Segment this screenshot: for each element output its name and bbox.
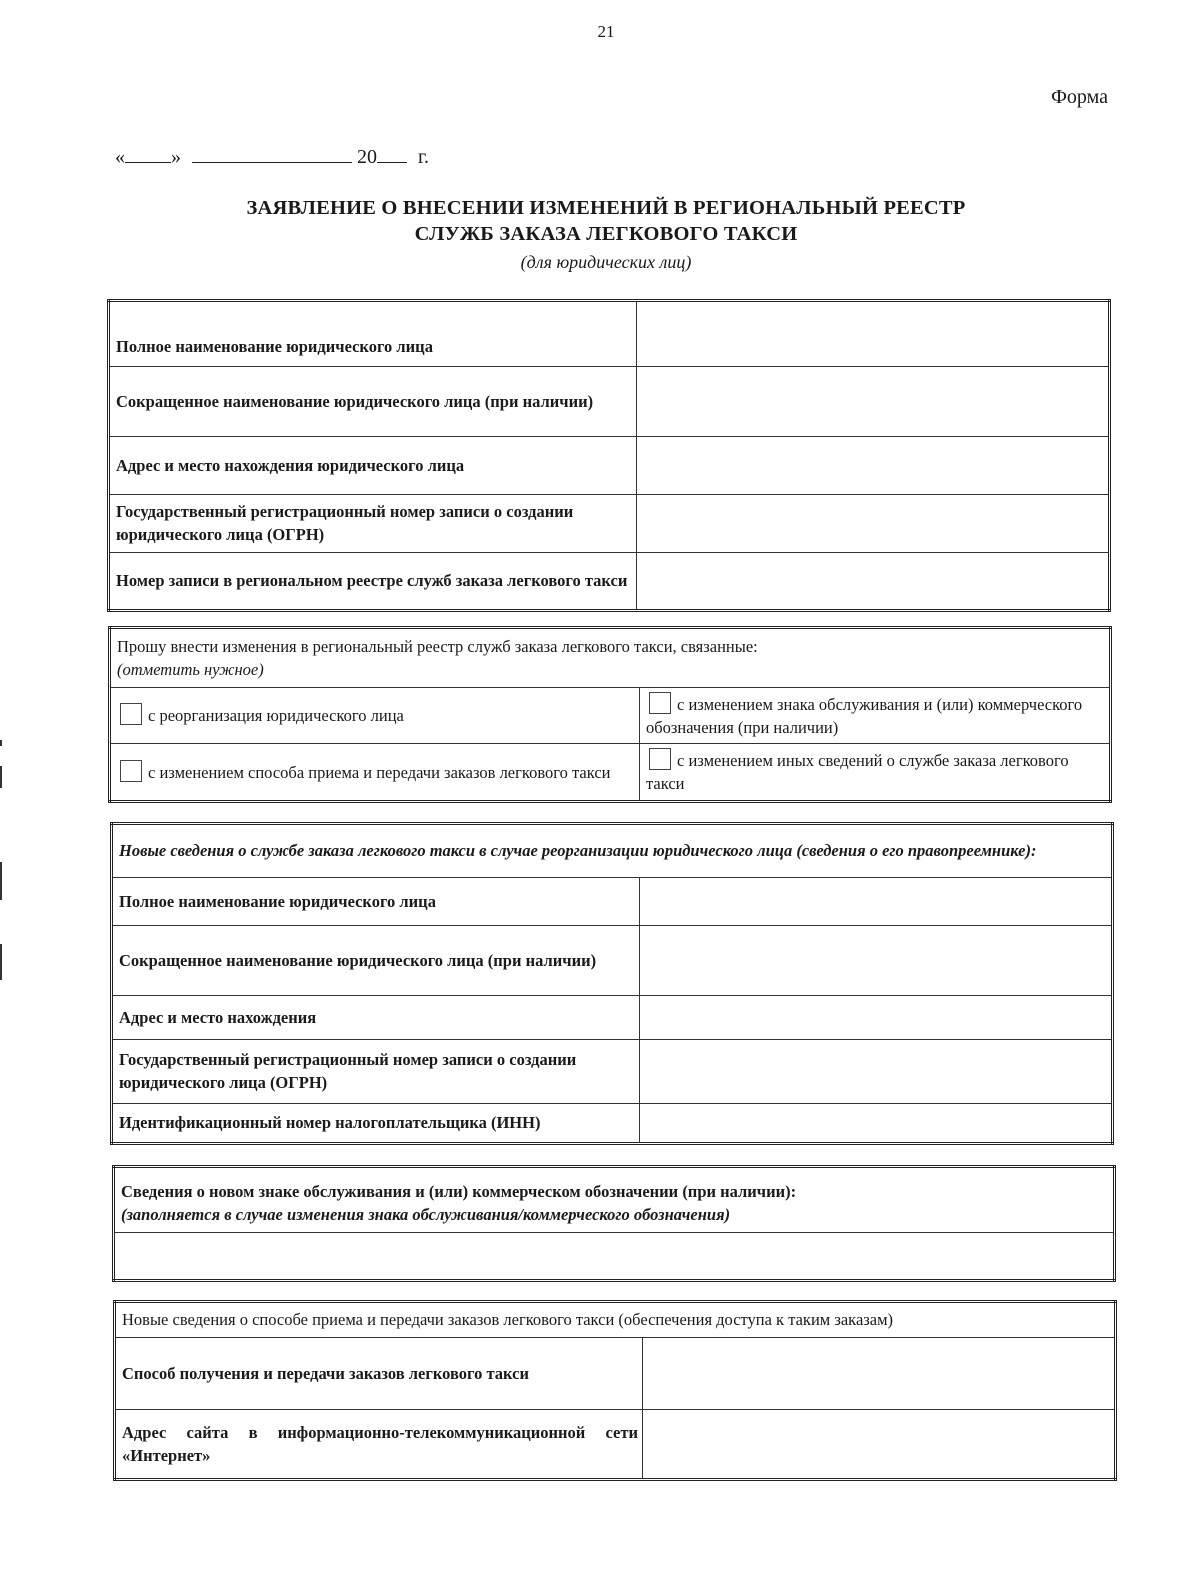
service-mark-table: [112, 1165, 1116, 1282]
successor-label: Полное наименование юридического лица: [112, 878, 640, 926]
checkbox[interactable]: [649, 748, 671, 770]
date-close-quote: »: [171, 146, 181, 168]
current-info-value[interactable]: [637, 367, 1110, 437]
successor-label: Сокращенное наименование юридического лица (при наличии): [112, 926, 640, 996]
checkbox[interactable]: [649, 692, 671, 714]
option-order-method[interactable]: [110, 744, 640, 802]
option-label: с изменением способа приема и передачи заказов легкового такси: [148, 762, 611, 782]
current-info-table: [107, 299, 1111, 612]
option-label: с реорганизация юридического лица: [148, 706, 404, 725]
service-mark-header-cell: [114, 1167, 1115, 1233]
service-mark-header: Сведения о новом знаке обслуживания и (или) коммерческом обозначении (при наличии):: [121, 1182, 797, 1201]
table-row: [110, 688, 1111, 744]
service-mark-note: (заполняется в случае изменения знака обслуживания/коммерческого обозначения): [121, 1205, 731, 1224]
checkbox[interactable]: [120, 703, 142, 725]
table-row: [109, 553, 1110, 611]
page-number: 21: [597, 22, 615, 41]
option-other-info[interactable]: [640, 744, 1111, 802]
current-info-value[interactable]: [637, 495, 1110, 553]
successor-table: [110, 822, 1114, 1145]
order-method-label: Адрес сайта в информационно-телекоммуникационной сети «Интернет»: [115, 1410, 643, 1480]
form-label: Форма: [1051, 86, 1108, 108]
service-mark-value[interactable]: [114, 1233, 1115, 1281]
successor-value[interactable]: [640, 878, 1113, 926]
scan-edge-mark: [0, 944, 2, 980]
table-row: [112, 824, 1113, 878]
current-info-value[interactable]: [637, 553, 1110, 611]
scan-edge-mark: [0, 766, 2, 788]
title-line-2: СЛУЖБ ЗАКАЗА ЛЕГКОВОГО ТАКСИ: [414, 223, 798, 245]
date-line: [115, 146, 429, 169]
current-info-value[interactable]: [637, 437, 1110, 495]
current-info-label: Номер записи в региональном реестре служб заказа легкового такси: [109, 553, 637, 611]
option-reorganization[interactable]: [110, 688, 640, 744]
current-info-value[interactable]: [637, 301, 1110, 367]
order-method-value[interactable]: [643, 1338, 1116, 1410]
year-suffix: г.: [418, 146, 429, 168]
successor-value[interactable]: [640, 996, 1113, 1040]
table-row: [109, 301, 1110, 367]
changes-header: Прошу внести изменения в региональный реестр служб заказа легкового такси, связанные:: [117, 636, 758, 656]
year-prefix: 20: [357, 146, 377, 168]
day-field[interactable]: [125, 146, 171, 163]
current-info-label: Государственный регистрационный номер записи о создании юридического лица (ОГРН): [109, 495, 637, 553]
table-row: [112, 878, 1113, 926]
table-row: [109, 495, 1110, 553]
scan-edge-mark: [0, 740, 2, 746]
year-field[interactable]: [377, 146, 407, 163]
table-row: [109, 437, 1110, 495]
scan-edge-mark: [0, 862, 2, 900]
successor-value[interactable]: [640, 1104, 1113, 1144]
changes-table: [108, 626, 1112, 803]
table-row: [115, 1410, 1116, 1480]
order-method-table: [113, 1300, 1117, 1481]
table-row: [115, 1302, 1116, 1338]
successor-value[interactable]: [640, 926, 1113, 996]
option-service-mark[interactable]: [640, 688, 1111, 744]
month-field[interactable]: [192, 146, 352, 163]
table-row: [112, 1104, 1113, 1144]
table-row: [112, 1040, 1113, 1104]
order-method-value[interactable]: [643, 1410, 1116, 1480]
table-row: [109, 367, 1110, 437]
order-method-label: Способ получения и передачи заказов легкового такси: [115, 1338, 643, 1410]
document-subtitle: (для юридических лиц): [520, 252, 692, 272]
table-row: [112, 996, 1113, 1040]
table-row: [112, 926, 1113, 996]
document-title: [0, 195, 1200, 247]
successor-header: Новые сведения о службе заказа легкового такси в случае реорганизации юридического лица (сведения о его правопреемнике):: [112, 824, 1113, 878]
table-row: [110, 628, 1111, 688]
table-row: [115, 1338, 1116, 1410]
table-row: [110, 744, 1111, 802]
changes-header-cell: [110, 628, 1111, 688]
date-open-quote: «: [115, 146, 125, 168]
current-info-label: Полное наименование юридического лица: [109, 301, 637, 367]
order-method-header: Новые сведения о способе приема и передачи заказов легкового такси (обеспечения доступа к таким заказам): [115, 1302, 1116, 1338]
table-row: [114, 1233, 1115, 1281]
current-info-label: Сокращенное наименование юридического лица (при наличии): [109, 367, 637, 437]
successor-value[interactable]: [640, 1040, 1113, 1104]
title-line-1: ЗАЯВЛЕНИЕ О ВНЕСЕНИИ ИЗМЕНЕНИЙ В РЕГИОНАЛЬНЫЙ РЕЕСТР: [246, 197, 966, 219]
changes-note: (отметить нужное): [117, 659, 264, 679]
current-info-label: Адрес и место нахождения юридического лица: [109, 437, 637, 495]
successor-label: Государственный регистрационный номер записи о создании юридического лица (ОГРН): [112, 1040, 640, 1104]
successor-label: Адрес и место нахождения: [112, 996, 640, 1040]
successor-label: Идентификационный номер налогоплательщика (ИНН): [112, 1104, 640, 1144]
option-label: с изменением знака обслуживания и (или) коммерческого обозначения (при наличии): [646, 694, 1083, 737]
table-row: [114, 1167, 1115, 1233]
option-label: с изменением иных сведений о службе заказа легкового такси: [646, 751, 1069, 793]
checkbox[interactable]: [120, 760, 142, 782]
